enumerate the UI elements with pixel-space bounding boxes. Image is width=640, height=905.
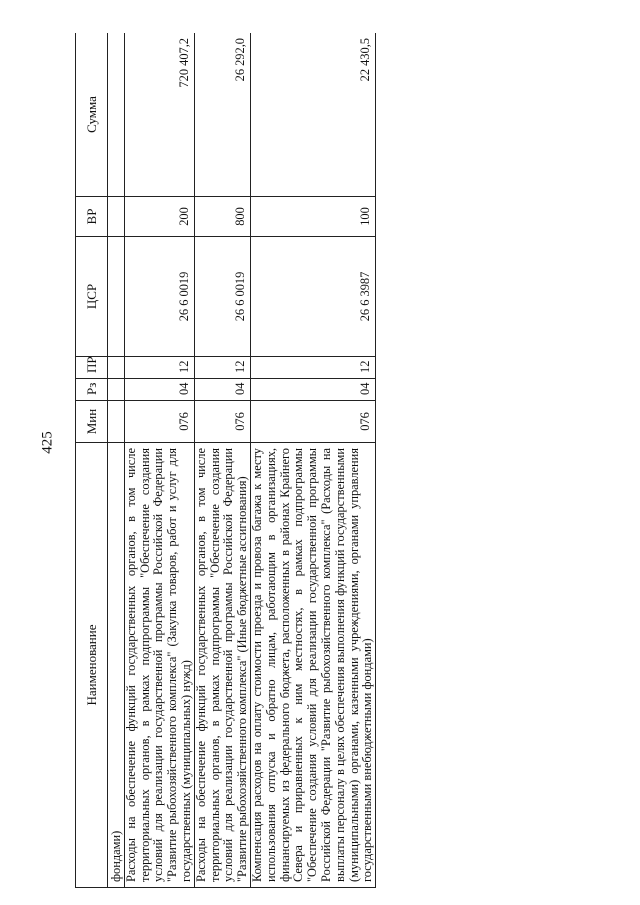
continuation-text: фондами) [108, 443, 125, 888]
row-sum: 26 292,0 [194, 33, 250, 197]
header-sum: Сумма [76, 33, 108, 197]
row-vr: 200 [124, 197, 194, 237]
row-sum: 720 407,2 [124, 33, 194, 197]
continuation-empty-cell [108, 33, 125, 197]
header-rz: Рз [76, 379, 108, 401]
row-min: 076 [194, 401, 250, 443]
table-row [124, 33, 194, 888]
budget-table [75, 33, 376, 888]
row-csr: 26 6 0019 [194, 237, 250, 357]
continuation-empty-cell [108, 379, 125, 401]
continuation-empty-cell [108, 357, 125, 379]
table-row [194, 33, 250, 888]
table-row [250, 33, 375, 888]
page-number: 425 [39, 431, 56, 454]
row-name: Расходы на обеспечение функций государственных органов, в том числе территориальных органов, в рамках подпрограммы "Обеспечение создания условий для реализации государственной программы Российской Федерации "Развитие рыбохозяйственного комплекса" (Закупка товаров, работ и услуг для государственных (муниципальных) нужд) [124, 443, 194, 888]
row-pr: 12 [124, 357, 194, 379]
header-vr: ВР [76, 197, 108, 237]
row-name: Расходы на обеспечение функций государственных органов, в том числе территориальных органов, в рамках подпрограммы "Обеспечение создания условий для реализации государственной программы Российской Федерации "Развитие рыбохозяйственного комплекса" (Иные бюджетные ассигнования) [194, 443, 250, 888]
row-rz: 04 [124, 379, 194, 401]
header-min: Мин [76, 401, 108, 443]
continuation-empty-cell [108, 197, 125, 237]
header-pr: ПР [76, 357, 108, 379]
row-rz: 04 [250, 379, 375, 401]
row-pr: 12 [194, 357, 250, 379]
continuation-empty-cell [108, 401, 125, 443]
table-header-row [76, 33, 108, 888]
table-row-continuation [108, 33, 125, 888]
header-csr: ЦСР [76, 237, 108, 357]
row-min: 076 [124, 401, 194, 443]
row-rz: 04 [194, 379, 250, 401]
row-name: Компенсация расходов на оплату стоимости проезда и провоза багажа к месту использования отпуска и обратно лицам, работающим в организациях, финансируемых из федерального бюджета, расположенных в районах Крайнего Севера и приравненных к ним местностях, в рамках подпрограммы "Обеспечение создания условий для реализации государственной программы Российской Федерации "Развитие рыбохозяйственного комплекса" (Расходы на выплаты персоналу в целях обеспечения выполнения функций государственными (муниципальными) органами, казенными учреждениями, органами управления государственными внебюджетными фондами) [250, 443, 375, 888]
row-vr: 800 [194, 197, 250, 237]
row-pr: 12 [250, 357, 375, 379]
row-sum: 22 430,5 [250, 33, 375, 197]
row-csr: 26 6 3987 [250, 237, 375, 357]
row-vr: 100 [250, 197, 375, 237]
rotated-page-area [75, 33, 607, 888]
continuation-empty-cell [108, 237, 125, 357]
landscape-table-wrapper [75, 33, 607, 888]
row-min: 076 [250, 401, 375, 443]
row-csr: 26 6 0019 [124, 237, 194, 357]
header-name: Наименование [76, 443, 108, 888]
